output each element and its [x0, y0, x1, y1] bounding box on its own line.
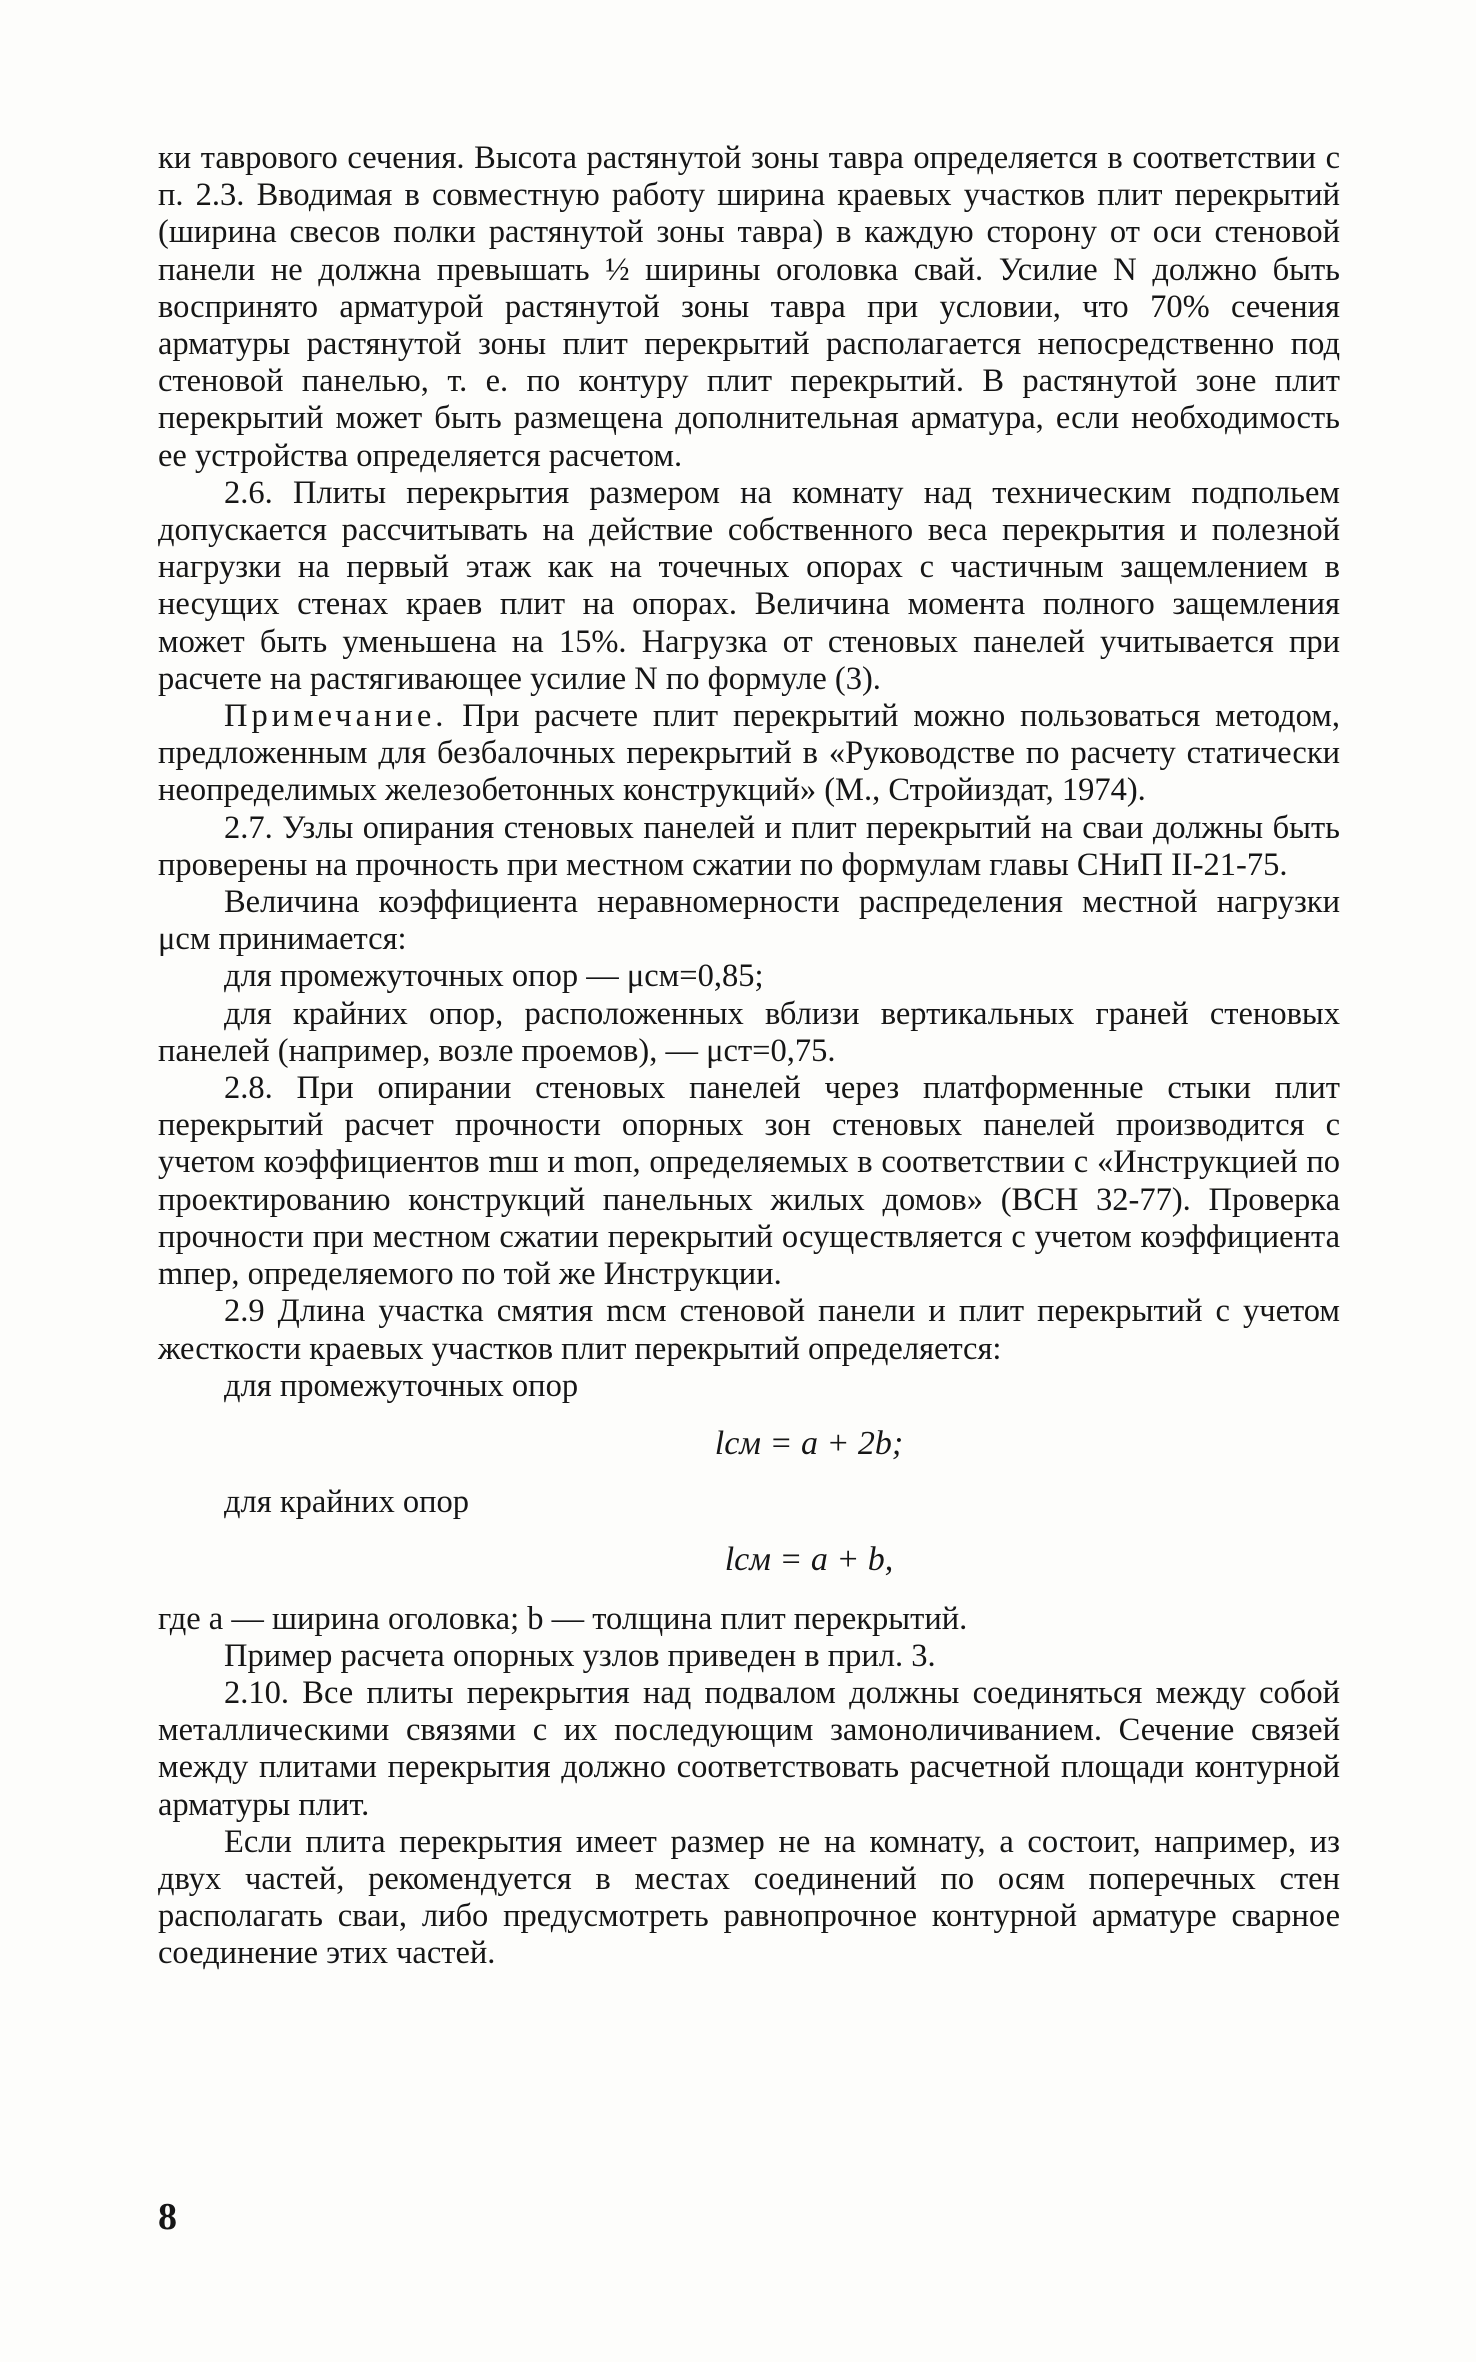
paragraph-where: где a — ширина оголовка; b — толщина плит перекрытий.	[158, 1600, 968, 1637]
paragraph-final: Если плита перекрытия имеет размер не на комнату, а состоит, например, из двух частей, рекомендуется в местах соединений по осям поперечных стен располагать сваи, либо предусмотреть равнопрочное контурной арматуре сварное соединение этих частей.	[158, 1823, 1340, 1972]
note-paragraph	[158, 698, 1340, 810]
paragraph-coefficient: Величина коэффициента неравномерности распределения местной нагрузки μсм принимается:	[158, 884, 1340, 958]
formula-edge: lсм = a + b,	[724, 1541, 894, 1579]
note-text: При расчете плит перекрытий можно пользоваться методом, предложенным для безбалочных перекрытий в «Руководстве по расчету статически неопределимых железобетонных конструкций» (М., Стройиздат, 1974).	[158, 698, 1340, 809]
paragraph-edge-supports: для крайних опор, расположенных вблизи вертикальных граней стеновых панелей (например, возле проемов), — μст=0,75.	[158, 995, 1340, 1069]
paragraph-2-10: 2.10. Все плиты перекрытия над подвалом должны соединяться между собой металлическими связями с их последующим замоноличиванием. Сечение связей между плитами перекрытия должно соответствовать расчетной площади контурной арматуры плит.	[158, 1674, 1340, 1823]
paragraph-2-9: 2.9 Длина участка смятия mсм стеновой панели и плит перекрытий с учетом жесткости краевых участков плит перекрытий определяется:	[158, 1293, 1340, 1367]
paragraph-2-8: 2.8. При опирании стеновых панелей через платформенные стыки плит перекрытий расчет прочности опорных зон стеновых панелей производится с учетом коэффициентов mш и mоп, определяемых в соответствии с «Инструкцией по проектированию конструкций панельных жилых домов» (ВСН 32-77). Проверка прочности при местном сжатии перекрытий осуществляется с учетом коэффициента mпер, определяемого по той же Инструкции.	[158, 1070, 1340, 1293]
paragraph-intermediate-label: для промежуточных опор	[224, 1367, 579, 1404]
paragraph-edge-label: для крайних опор	[224, 1484, 469, 1521]
note-label: Примечание.	[224, 698, 448, 735]
body-text	[158, 140, 1340, 1973]
formula-intermediate: lсм = a + 2b;	[714, 1424, 904, 1462]
paragraph-continuation: ки таврового сечения. Высота растянутой зоны тавра определяется в соответствии с п. 2.3. Вводимая в совместную работу ширина краевых участков плит перекрытий (ширина свесов полки растянутой зоны тавра) в каждую сторону от оси стеновой панели не должна превышать ½ ширины оголовка свай. Усилие N должно быть воспринято арматурой растянутой зоны тавра при условии, что 70% сечения арматуры растянутой зоны плит перекрытий располагается непосредственно под стеновой панелью, т. е. по контуру плит перекрытий. В растянутой зоне плит перекрытий может быть размещена дополнительная арматура, если необходимость ее устройства определяется расчетом.	[158, 140, 1340, 474]
paragraph-2-7: 2.7. Узлы опирания стеновых панелей и плит перекрытий на сваи должны быть проверены на прочность при местном сжатии по формулам главы СНиП II-21-75.	[158, 809, 1340, 883]
paragraph-example: Пример расчета опорных узлов приведен в прил. 3.	[224, 1637, 936, 1674]
page-number: 8	[158, 2196, 177, 2238]
paragraph-intermediate-supports: для промежуточных опор — μсм=0,85;	[224, 958, 764, 995]
paragraph-2-6: 2.6. Плиты перекрытия размером на комнату над техническим подпольем допускается рассчитывать на действие собственного веса перекрытия и полезной нагрузки на первый этаж как на точечных опорах с частичным защемлением в несущих стенах краев плит на опорах. Величина момента полного защемления может быть уменьшена на 15%. Нагрузка от стеновых панелей учитывается при расчете на растягивающее усилие N по формуле (3).	[158, 474, 1340, 697]
